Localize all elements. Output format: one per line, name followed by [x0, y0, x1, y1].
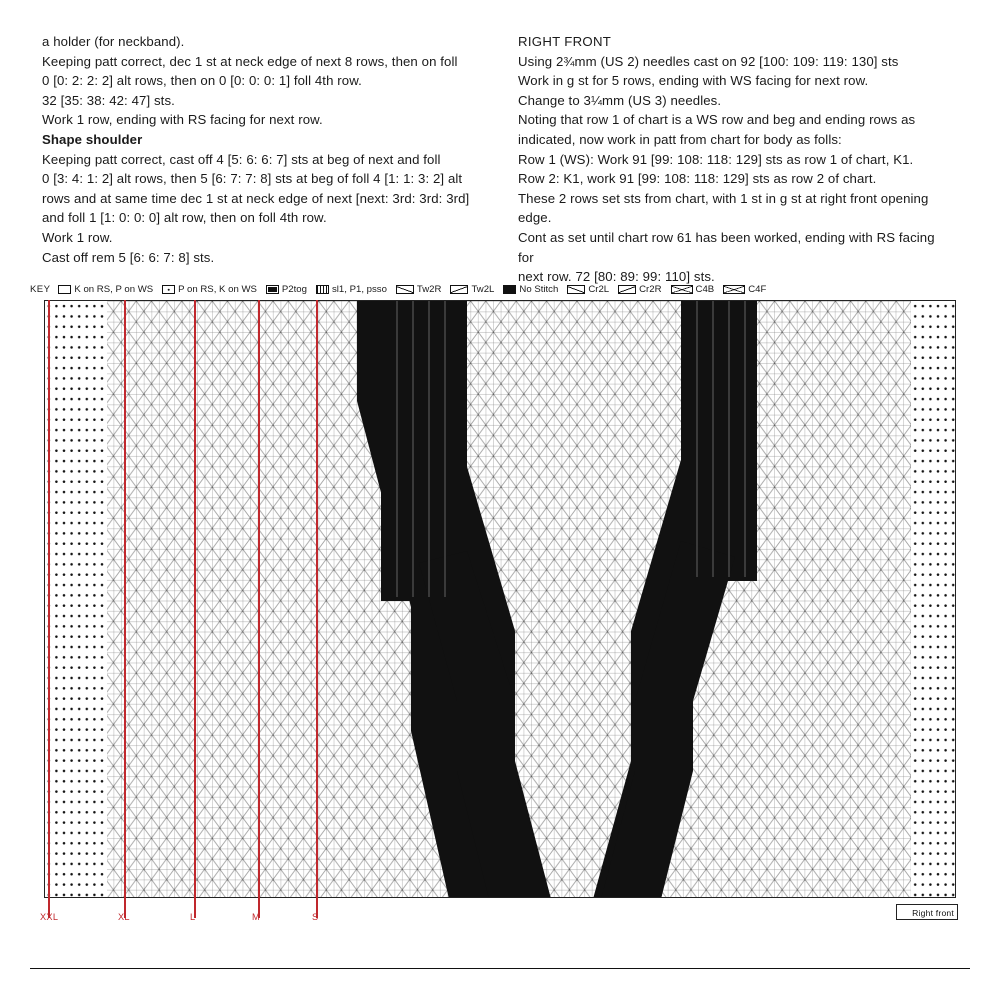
right-instruction-column — [478, 0, 948, 285]
key-item-nostitch — [503, 284, 558, 295]
key-title: KEY — [30, 284, 51, 295]
key-item-sl1 — [316, 284, 387, 295]
key-item-label: K on RS, P on WS — [74, 284, 154, 295]
key-item-label: Tw2L — [471, 284, 495, 295]
size-marker-line-xxl — [48, 300, 50, 918]
right-front-chart-label: Right front — [912, 908, 954, 918]
size-marker-line-s — [316, 300, 318, 918]
left-line: Keeping patt correct, cast off 4 [5: 6: 6: 7] sts at beg of next and foll — [42, 151, 441, 167]
key-item-label: P2tog — [281, 284, 307, 295]
key-item-tw2l — [450, 284, 494, 295]
key-item-label: sl1, P1, psso — [331, 284, 387, 295]
right-front-heading: RIGHT FRONT — [518, 34, 612, 49]
key-item-c4f — [723, 284, 766, 295]
key-item-label: Cr2R — [639, 284, 662, 295]
key-item-cr2r — [618, 284, 661, 295]
left-line: Work 1 row. — [42, 229, 113, 245]
right-line: Work in g st for 5 rows, ending with WS facing for next row. — [518, 73, 869, 89]
left-line: rows and at same time dec 1 st at neck edge of next [next: 3rd: 3rd: 3rd] — [42, 190, 470, 206]
chart-grid-frame — [44, 300, 956, 898]
chart-motif-overlay — [45, 301, 955, 897]
right-line: next row. 72 [80: 89: 99: 110] sts. — [518, 269, 715, 285]
size-label-m: M — [252, 912, 260, 922]
size-marker-line-l — [194, 300, 196, 918]
right-line: indicated, now work in patt from chart for body as folls: — [518, 131, 842, 147]
no-stitch-icon — [503, 285, 516, 294]
tw2l-icon — [450, 285, 468, 294]
knit-stitch-icon — [58, 285, 71, 294]
size-marker-line-m — [258, 300, 260, 918]
cr2r-icon — [618, 285, 636, 294]
size-label-s: S — [312, 912, 319, 922]
left-instruction-column — [0, 0, 478, 268]
sl1-p1-psso-icon — [316, 285, 329, 294]
instructions-area — [0, 0, 999, 285]
right-line: These 2 rows set sts from chart, with 1 st in g st at right front opening — [518, 190, 929, 206]
p2tog-icon — [266, 285, 279, 294]
right-line: edge. — [518, 210, 552, 226]
cr2l-icon — [567, 285, 585, 294]
left-line: Work 1 row, ending with RS facing for next row. — [42, 112, 323, 128]
chart-key-bar — [30, 281, 970, 298]
left-line: Keeping patt correct, dec 1 st at neck edge of next 8 rows, then on foll — [42, 53, 458, 69]
tw2r-icon — [396, 285, 414, 294]
footer-rule — [30, 968, 970, 969]
key-item-label: P on RS, K on WS — [178, 284, 257, 295]
key-item-cr2l — [567, 284, 609, 295]
shape-shoulder-heading: Shape shoulder — [42, 131, 143, 147]
stitch-chart — [30, 300, 970, 922]
left-line: and foll 1 [1: 0: 0: 0] alt row, then on foll 4th row. — [42, 210, 327, 226]
key-item-p2tog — [266, 284, 307, 295]
key-item-c4b — [671, 284, 715, 295]
left-line: Cast off rem 5 [6: 6: 7: 8] sts. — [42, 249, 215, 265]
right-line: Row 1 (WS): Work 91 [99: 108: 118: 129] sts as row 1 of chart, K1. — [518, 151, 914, 167]
left-line: 0 [3: 4: 1: 2] alt rows, then 5 [6: 7: 7: 8] sts at beg of foll 4 [1: 1: 3: 2] alt — [42, 171, 463, 187]
purl-stitch-icon — [162, 285, 175, 294]
size-marker-line-xl — [124, 300, 126, 918]
key-item-purl — [162, 284, 257, 295]
c4f-icon — [723, 285, 745, 294]
key-item-label: No Stitch — [519, 284, 559, 295]
left-line: 0 [0: 2: 2: 2] alt rows, then on 0 [0: 0: 0: 1] foll 4th row. — [42, 73, 362, 89]
c4b-icon — [671, 285, 693, 294]
right-line: Noting that row 1 of chart is a WS row and beg and ending rows as — [518, 112, 916, 128]
left-line: a holder (for neckband). — [42, 34, 185, 49]
key-item-label: C4F — [748, 284, 767, 295]
size-label-l: L — [190, 912, 196, 922]
right-line: Using 2¾mm (US 2) needles cast on 92 [100: 109: 119: 130] sts — [518, 53, 899, 69]
left-line: 32 [35: 38: 42: 47] sts. — [42, 92, 175, 108]
right-line: Change to 3¼mm (US 3) needles. — [518, 92, 722, 108]
right-line: Cont as set until chart row 61 has been worked, ending with RS facing for — [518, 229, 935, 265]
size-label-xl: XL — [118, 912, 130, 922]
right-line: Row 2: K1, work 91 [99: 108: 118: 129] sts as row 2 of chart. — [518, 171, 877, 187]
key-item-knit — [58, 284, 153, 295]
size-label-xxl: XXL — [40, 912, 59, 922]
key-item-label: C4B — [695, 284, 715, 295]
key-item-tw2r — [396, 284, 442, 295]
key-item-label: Tw2R — [416, 284, 442, 295]
key-item-label: Cr2L — [588, 284, 610, 295]
